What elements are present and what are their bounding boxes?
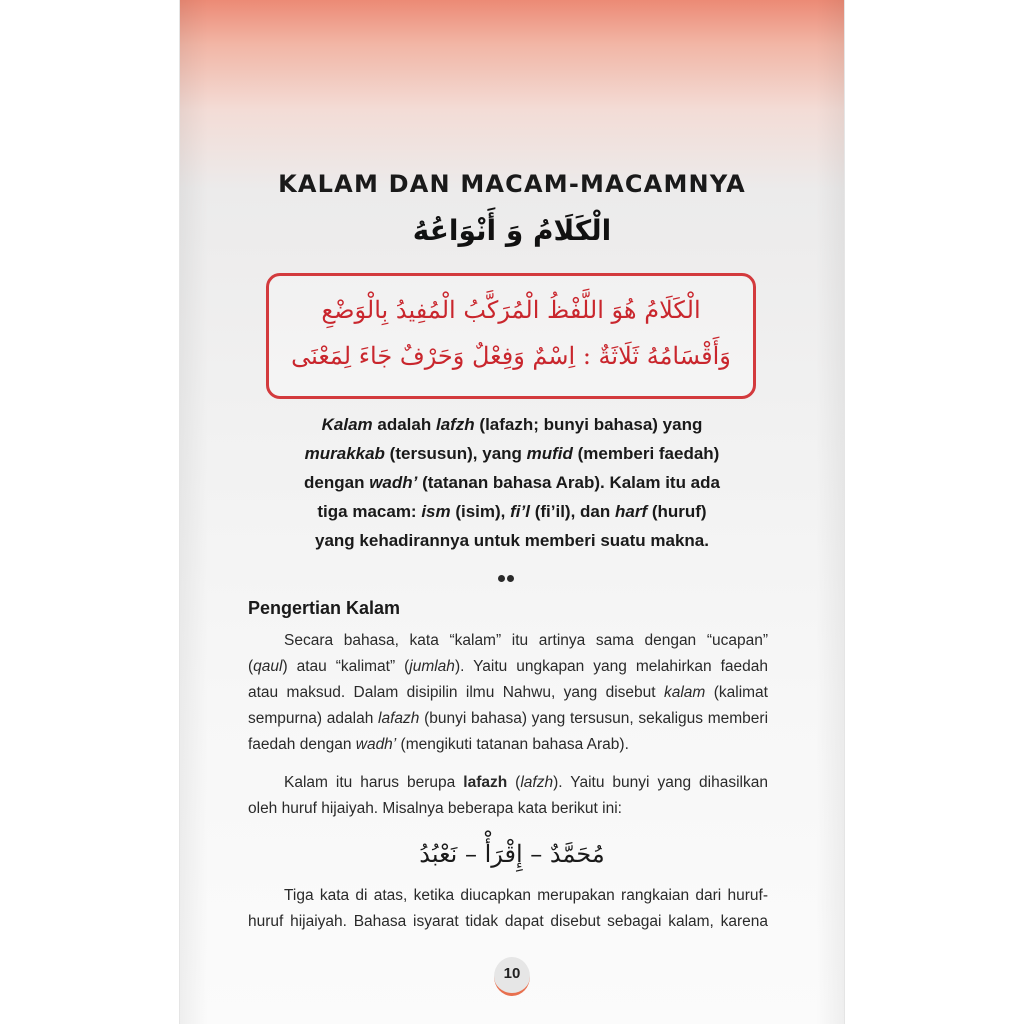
text-part: faedah dengan [248,736,356,753]
summary-text-part: tiga macam: [317,502,422,521]
term-lafzh: lafzh [435,415,475,434]
chapter-title-arabic: الْكَلَامُ وَ أَنْوَاعُهُ [412,214,612,247]
paragraph-line: Secara bahasa, kata “kalam” itu artinya sama dengan “ucapan” [284,632,768,649]
double-dot-ornament-icon [497,567,527,577]
term-kalam: Kalam [321,415,373,434]
term-kalam: kalam [663,684,706,701]
summary-text-part: (tersusun), yang [384,444,527,463]
verse-box [266,273,756,399]
summary-line-3 [276,468,748,497]
arabic-examples: مُحَمَّدٌ – إِقْرَأْ – نَعْبُدُ [419,840,605,868]
paragraph-line [248,770,768,796]
summary-text-part: dengan [304,473,370,492]
term-lafzh: lafzh [520,774,554,791]
page-number [492,955,532,995]
verse-line-2: وَأَقْسَامُهُ ثَلَاثَةٌ : اِسْمٌ وَفِعْلٌ وَحَرْفٌ جَاءَ لِمَعْنَى [291,342,731,370]
paragraph-line [248,706,768,732]
text-part: Kalam itu harus berupa [284,774,464,791]
summary-text-part: (isim), [450,502,511,521]
term-wadh: wadh’ [355,736,397,753]
text-part: (bunyi bahasa) yang tersusun, sekaligus memberi [419,710,769,727]
chapter-title: KALAM DAN MACAM-MACAMNYA [278,170,746,198]
term-wadh: wadh’ [369,473,418,492]
text-part: (kalimat [705,684,768,701]
summary-text-part: (tatanan bahasa Arab). Kalam itu ada [417,473,720,492]
term-lafazh-bold: lafazh [463,774,508,791]
text-part: ( [248,658,254,675]
term-lafazh: lafazh [378,710,420,727]
book-page [180,0,844,1024]
page-shadow-right [816,0,844,1024]
page-shadow-left [180,0,208,1024]
verse-line-1: الْكَلَامُ هُوَ اللَّفْظُ الْمُرَكَّبُ الْمُفِيدُ بِالْوَضْعِ [321,296,701,324]
term-qaul: qaul [253,658,283,675]
summary-line-5: yang kehadirannya untuk memberi suatu makna. [315,531,709,550]
paragraph-line [248,680,768,706]
text-part: ) atau “kalimat” ( [282,658,410,675]
paragraph-3 [248,883,768,935]
summary-text-part: (fi’il), dan [529,502,615,521]
paragraph-line [248,732,768,758]
text-part: ( [507,774,521,791]
term-harf: harf [614,502,648,521]
paragraph-2 [248,770,768,822]
summary-text-part: (lafazh; bunyi bahasa) yang [474,415,703,434]
section-heading: Pengertian Kalam [248,598,401,618]
paragraph-line: huruf hijaiyah. Bahasa isyarat tidak dapat disebut sebagai kalam, karena [248,913,768,930]
term-murakkab: murakkab [304,444,385,463]
text-part: sempurna) adalah [248,710,379,727]
term-jumlah: jumlah [409,658,455,675]
summary-line-2 [276,439,748,468]
text-part: (mengikuti tatanan bahasa Arab). [396,736,629,753]
text-part: ). Yaitu ungkapan yang melahirkan faedah [454,658,768,675]
summary-text [276,410,748,555]
summary-text-part: (huruf) [647,502,707,521]
term-ism: ism [421,502,451,521]
summary-line-1 [276,410,748,439]
paragraph-line [248,654,768,680]
paragraph-1 [248,628,768,758]
paragraph-line: oleh huruf hijaiyah. Misalnya beberapa kata berikut ini: [248,800,622,817]
paragraph-line: Tiga kata di atas, ketika diucapkan merupakan rangkaian dari huruf- [284,887,768,904]
text-part: ). Yaitu bunyi yang dihasilkan [553,774,768,791]
term-fil: fi’l [510,502,530,521]
summary-line-4 [276,497,748,526]
term-mufid: mufid [526,444,573,463]
summary-text-part: adalah [372,415,436,434]
text-part: atau maksud. Dalam disipilin ilmu Nahwu, yang disebut [248,684,664,701]
page-number-label: 10 [503,965,521,982]
summary-text-part: (memberi faedah) [572,444,720,463]
